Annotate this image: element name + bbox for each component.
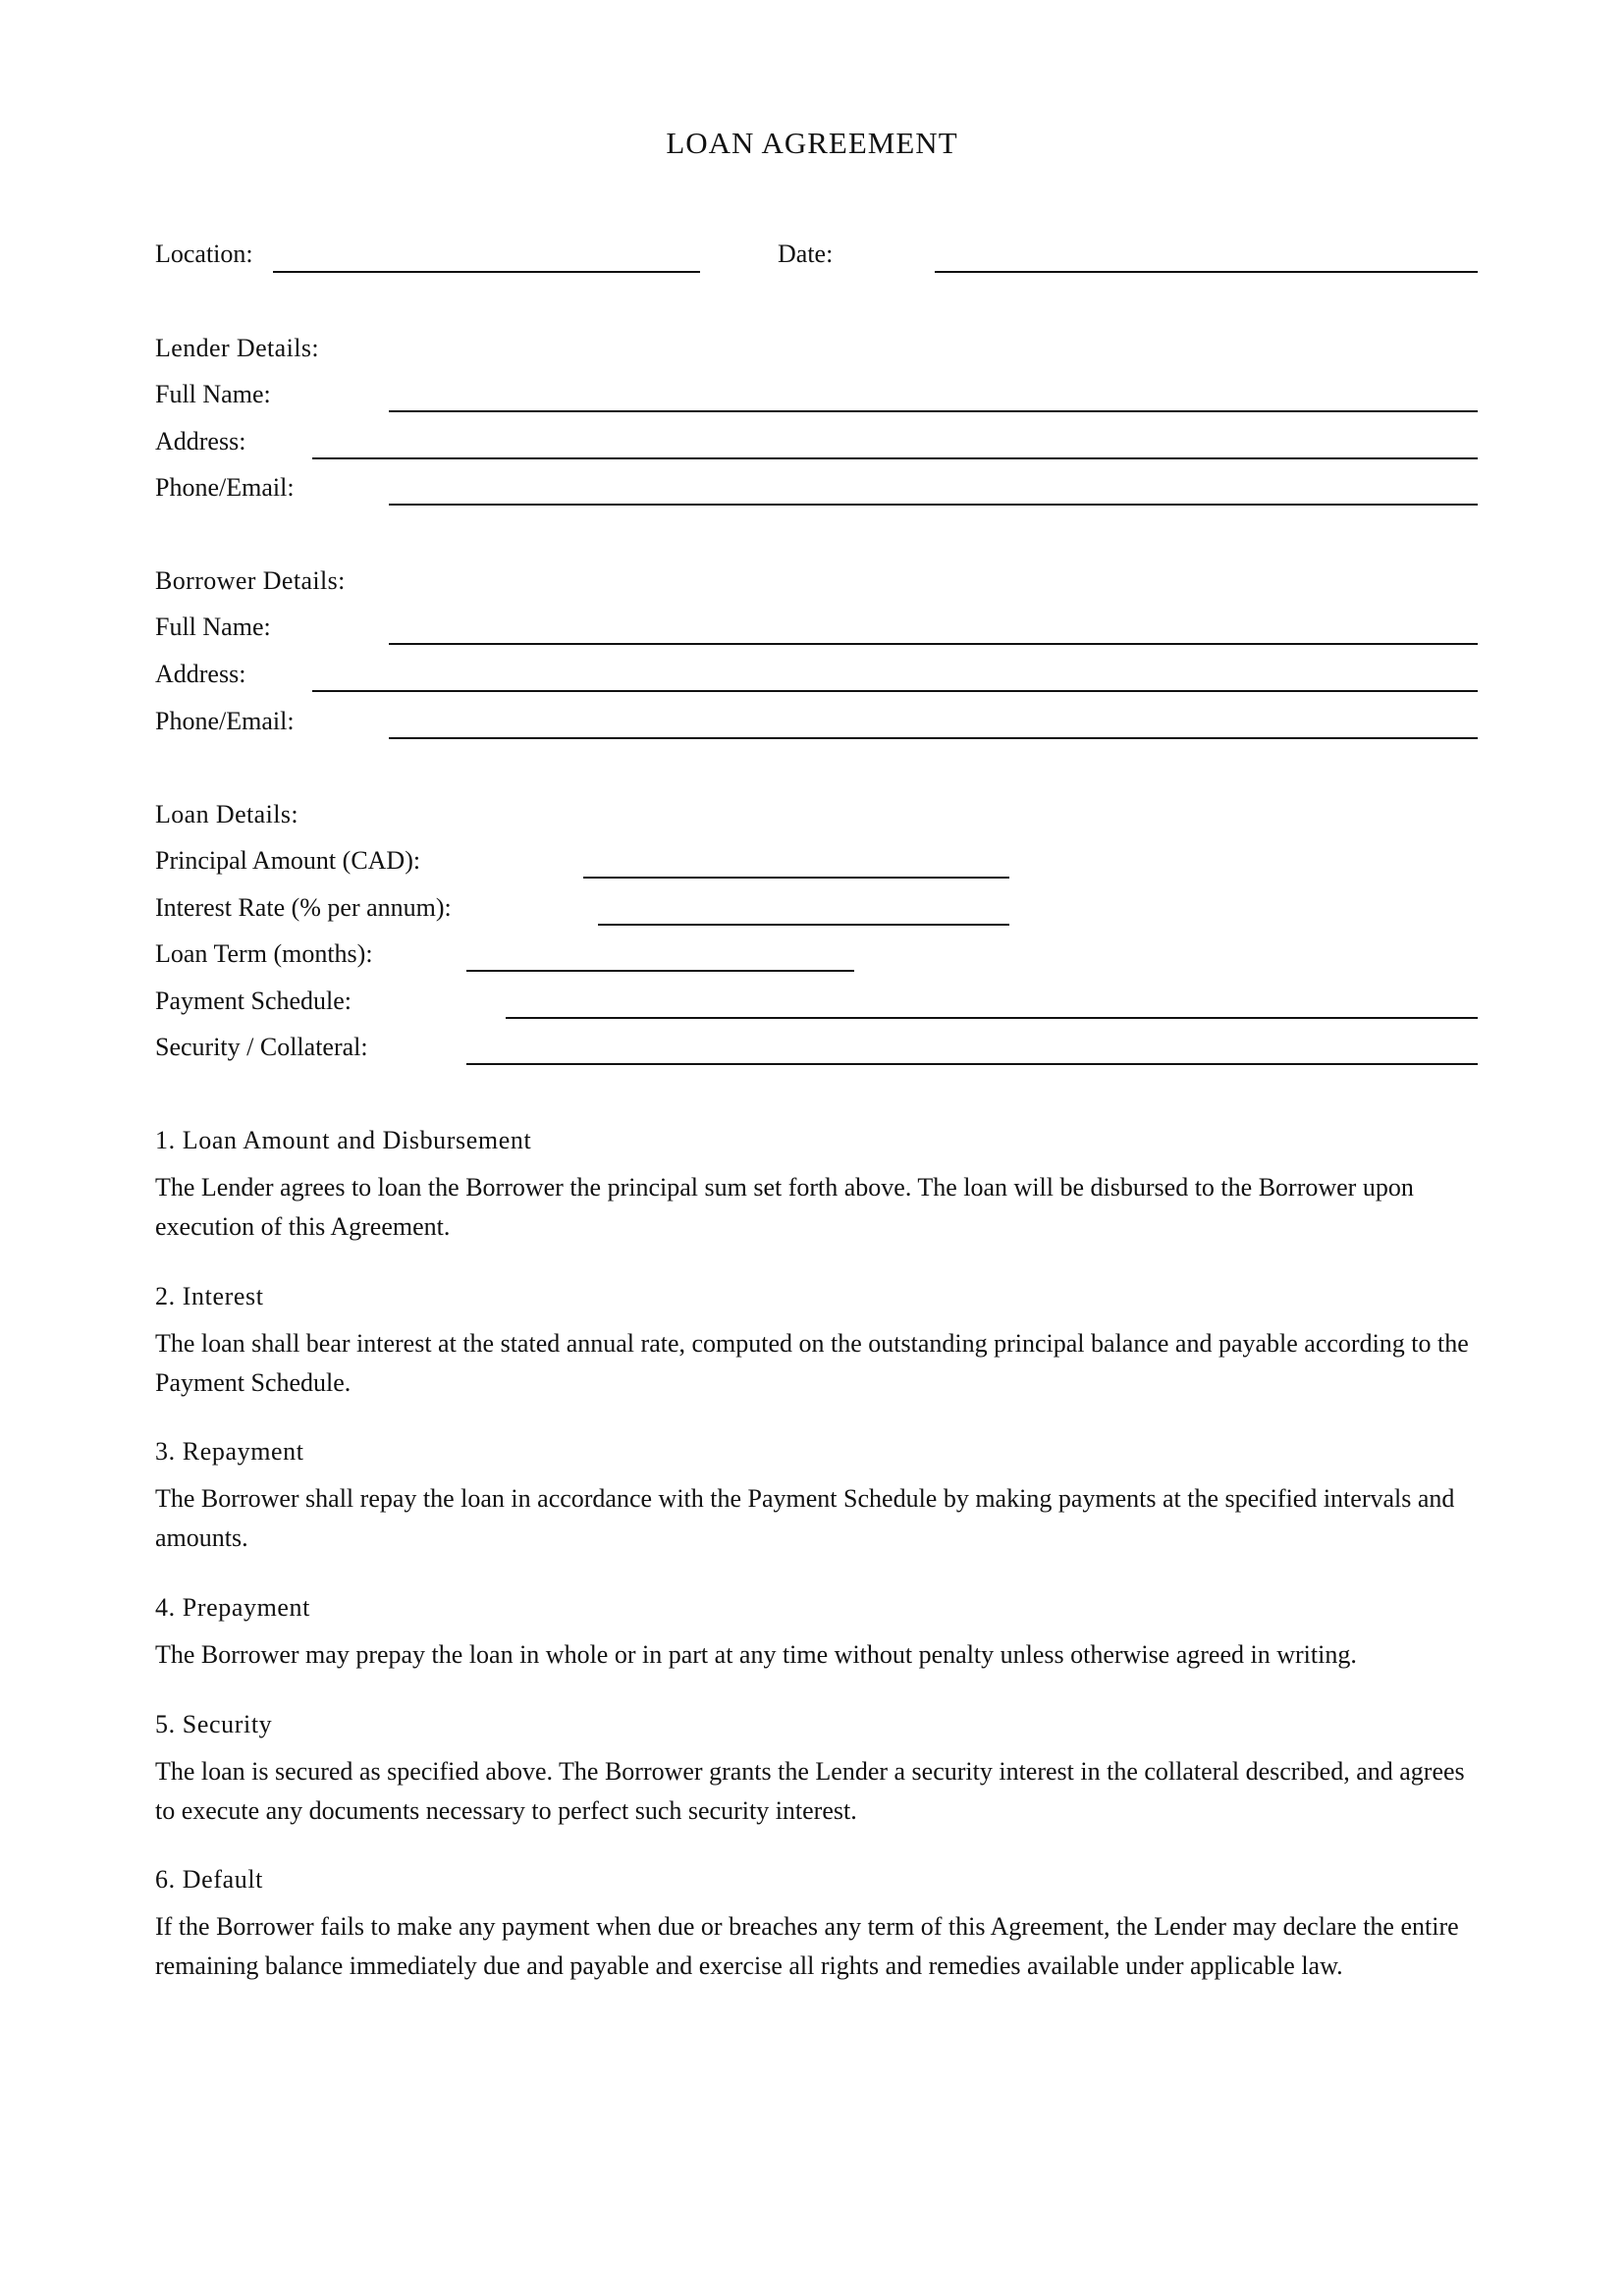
lender-address-label: Address: (155, 427, 246, 455)
date-field[interactable] (935, 271, 1478, 273)
location-field[interactable] (273, 271, 700, 273)
loan-details-heading: Loan Details: (155, 800, 298, 828)
borrower-full-name-label: Full Name: (155, 613, 271, 641)
payment-schedule-label: Payment Schedule: (155, 987, 352, 1015)
principal-amount-field[interactable] (583, 877, 1009, 879)
lender-phone-email-label: Phone/Email: (155, 473, 295, 502)
borrower-address-label: Address: (155, 660, 246, 688)
date-label: Date: (778, 240, 834, 268)
document-title: LOAN AGREEMENT (666, 126, 958, 160)
section-heading: 4. Prepayment (155, 1593, 310, 1622)
interest-rate-label: Interest Rate (% per annum): (155, 893, 452, 922)
loan-term-field[interactable] (466, 970, 854, 972)
section-heading: 6. Default (155, 1865, 263, 1894)
principal-amount-label: Principal Amount (CAD): (155, 846, 421, 875)
section-text: The Borrower shall repay the loan in accordance with the Payment Schedule by making payments at the specified intervals and amounts. (155, 1484, 1455, 1552)
security-collateral-label: Security / Collateral: (155, 1033, 368, 1061)
location-label: Location: (155, 240, 253, 268)
borrower-details-heading: Borrower Details: (155, 566, 346, 595)
section-heading: 5. Security (155, 1710, 273, 1738)
lender-full-name-label: Full Name: (155, 380, 271, 408)
loan-term-label: Loan Term (months): (155, 939, 373, 968)
section-text: The loan shall bear interest at the stated annual rate, computed on the outstanding principal balance and payable according to the Payment Schedule. (155, 1329, 1469, 1397)
borrower-full-name-field[interactable] (389, 643, 1478, 645)
section-heading: 1. Loan Amount and Disbursement (155, 1126, 532, 1154)
lender-full-name-field[interactable] (389, 410, 1478, 412)
lender-phone-email-field[interactable] (389, 504, 1478, 506)
section-heading: 3. Repayment (155, 1437, 304, 1466)
lender-address-field[interactable] (312, 457, 1478, 459)
borrower-phone-email-field[interactable] (389, 737, 1478, 739)
section-text: The Lender agrees to loan the Borrower the principal sum set forth above. The loan will be disbursed to the Borrower upon execution of this Agreement. (155, 1173, 1414, 1241)
section-text: The Borrower may prepay the loan in whole or in part at any time without penalty unless otherwise agreed in writing. (155, 1640, 1357, 1669)
borrower-phone-email-label: Phone/Email: (155, 707, 295, 735)
security-collateral-field[interactable] (466, 1063, 1478, 1065)
section-text: The loan is secured as specified above. The Borrower grants the Lender a security interest in the collateral described, and agrees to execute any documents necessary to perfect such security interest. (155, 1757, 1465, 1825)
interest-rate-field[interactable] (598, 924, 1009, 926)
lender-details-heading: Lender Details: (155, 334, 319, 362)
payment-schedule-field[interactable] (506, 1017, 1478, 1019)
section-text: If the Borrower fails to make any payment when due or breaches any term of this Agreement, the Lender may declare the entire remaining balance immediately due and payable and exercise all rights and remedies available under applicable law. (155, 1912, 1459, 1980)
section-heading: 2. Interest (155, 1282, 264, 1310)
borrower-address-field[interactable] (312, 690, 1478, 692)
